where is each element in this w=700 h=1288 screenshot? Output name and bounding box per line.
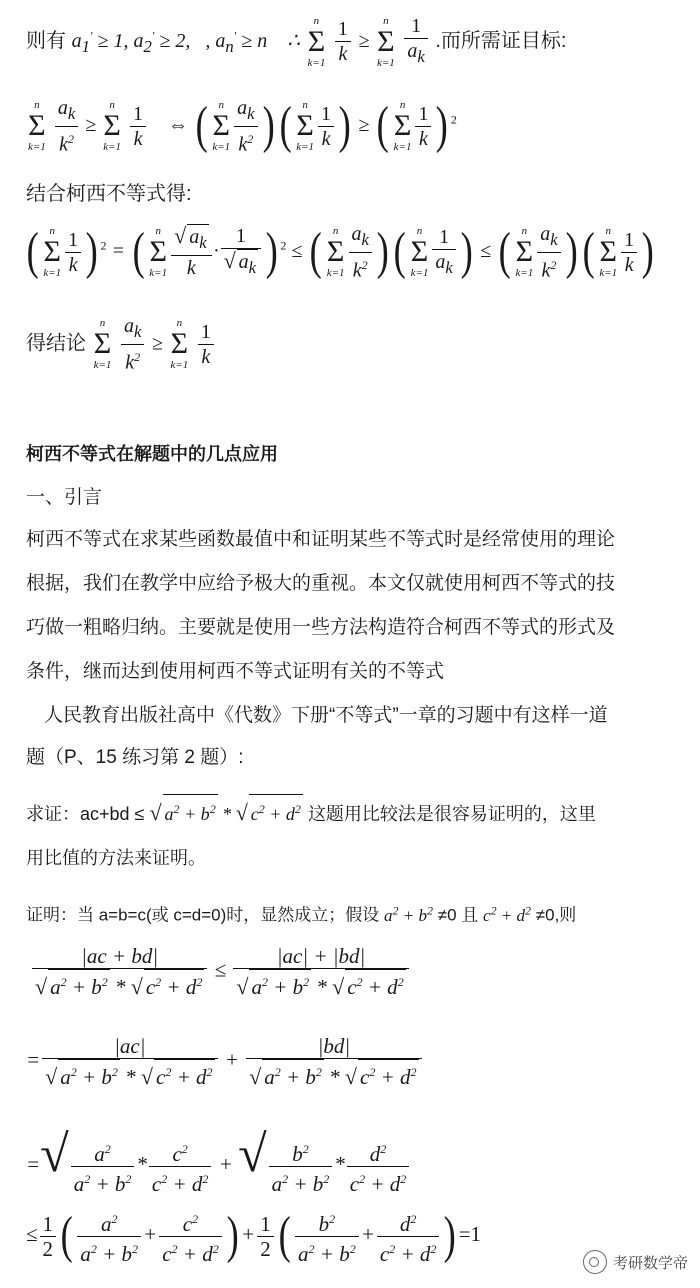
cauchy-formula: ( n Σ k=1 $\frac{1}{k}$ ) $^2$ = ( n Σ k=1 $\frac{√ a_k}{k}$ · $\frac{1}{√ a_k}$ ) $^2$ ≤ ( n Σ k=1 $\frac{a_k}{k^2}$ )( n Σ k=1 $\frac{1}{a_k}$ ) ≤ ( n Σ k=1 $\frac{a_k}{k^2}$ )( n Σ k=1 $\frac{1}{k}$ ) (26, 223, 654, 282)
prove-suffix: 这题用比较法是很容易证明的，这里 (307, 804, 596, 824)
prove-prefix: 求证：ac+bd ≤ (26, 804, 145, 824)
paragraph-line: 巧做一粗略归纳。主要就是使用一些方法构造符合柯西不等式的形式及 (26, 617, 616, 638)
textbook-line: 人民教育出版社高中《代数》下册“不等式”一章的习题中有这样一道 (44, 705, 608, 726)
condition-suffix: .而所需证目标: (435, 29, 567, 52)
condition-prefix: 则有 (26, 29, 66, 52)
sum-symbol: n Σ k=1 (377, 14, 395, 69)
wechat-icon (583, 1250, 607, 1274)
paragraph-line: 柯西不等式在求某些函数最值中和证明某些不等式时是经常使用的理论 (26, 529, 616, 550)
goal-formula: n Σ k=1 $\frac{a_k}{k^2}$ ≥ n Σ k=1 $\frac{1}{k}$ ⇔ ( n Σ k=1 $\frac{a_k}{k^2}$ )( n Σ k=1 $\frac{1}{k}$ ) ≥ ( n Σ k=1 $\frac{1}{k}$ ) $^2$ (28, 97, 457, 156)
watermark-text: 考研数学帝 (612, 1254, 688, 1272)
proof-step-3: =√ $\frac{a^2}{a^2 + b^2}$ * $\frac{c^2}{c^2 + d^2}$ + √ $\frac{b^2}{a^2 + b^2}$ * $\frac{d^2}{c^2 + d^2}$ (26, 1120, 411, 1196)
fraction: $\frac{1}{k}$ (335, 17, 351, 66)
intro-heading: 一、引言 (26, 487, 103, 508)
sqrt-expression: √ $a^2 + b^2$ * √ $c^2 + d^2$ (149, 804, 302, 824)
fraction: $\frac{1}{a_k}$ (404, 14, 427, 69)
condition-formula: $a_1' \ge 1$, $a_2' \ge 2$, , $a_n' \ge n$ ∴ (71, 28, 300, 56)
condition-line: 则有 $a_1' \ge 1$, $a_2' \ge 2$, , $a_n' \ge n$ ∴ n Σ k=1 $\frac{1}{k}$ ≥ n Σ k=1 $\frac{1}{a_k}$ .而所需证目标: (26, 14, 567, 69)
proof-step-2: = $\frac{|ac|}{√ a^2 + b^2 * √ c^2 + d^2}$ + $\frac{|bd|}{√ a^2 + b^2 * √ c^2 + d^2}$ (26, 1034, 424, 1089)
paragraph-line: 条件，继而达到使用柯西不等式证明有关的不等式 (26, 661, 445, 682)
prove-line (26, 794, 596, 828)
sum-symbol: n Σ k=1 (307, 14, 326, 69)
paragraph-line: 根据，我们在教学中应给予极大的重视。本文仅就使用柯西不等式的技 (26, 573, 616, 594)
proof-step-4: ≤ $\frac{1}{2}$ ( $\frac{a^2}{a^2 + b^2}$ + $\frac{c^2}{c^2 + d^2}$ ) + $\frac{1}{2}$ ( $\frac{b^2}{a^2 + b^2}$ + $\frac{d^2}{c^2 + d^2}$ ) =1 (26, 1207, 482, 1266)
textbook-line: 题（P、15 练习第 2 题）: (26, 747, 244, 768)
section-title: 柯西不等式在解题中的几点应用 (26, 444, 278, 464)
conclusion-line: 得结论 n Σ k=1 $\frac{a_k}{k^2}$ ≥ n Σ k=1 $\frac{1}{k}$ (26, 314, 216, 375)
proof-prefix: 证明：当 a=b=c(或 c=d=0)时，显然成立；假设 (26, 905, 380, 925)
proof-suffix: ≠0,则 (535, 905, 577, 925)
final-result: =1 (458, 1221, 482, 1246)
conclusion-prefix: 得结论 (26, 332, 86, 355)
prove-line-2: 用比值的方法来证明。 (26, 848, 206, 868)
proof-step-1: $\frac{|ac + bd|}{√ a^2 + b^2 * √ c^2 + d^2}$ ≤ $\frac{|ac| + |bd|}{√ a^2 + b^2 * √ c^2 + d^2}$ (30, 944, 411, 999)
combine-text: 结合柯西不等式得: (26, 183, 192, 205)
watermark (583, 1250, 688, 1274)
proof-mid: ≠0 且 (437, 905, 479, 925)
proof-line: 证明：当 a=b=c(或 c=d=0)时，显然成立；假设 $a^2 + b^2 \ne 0$ 且 $c^2 + d^2 \ne 0$,则 (26, 903, 577, 925)
